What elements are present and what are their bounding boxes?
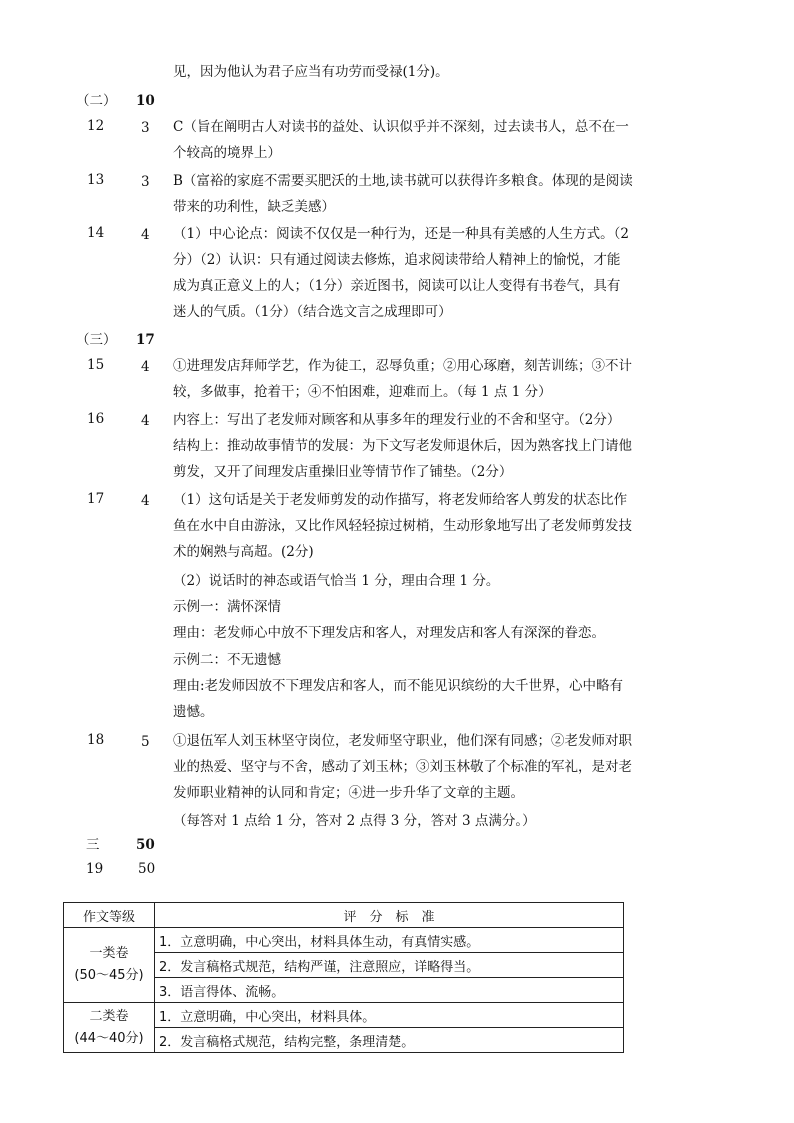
q17-example1: 示例一：满怀深情 [173,599,281,615]
q18-score: 5 [141,734,150,750]
q17-example2: 示例二：不无遗憾 [173,652,281,668]
q17-score: 4 [141,493,150,509]
q15-answer: ①进理发店拜师学艺，作为徒工，忍辱负重；②用心琢磨，刻苦训练；③不计较，多做事，抢着干；④不怕困难，迎难而上。（每 1 点 1 分） [173,358,632,400]
grading-standard-table [63,902,624,1053]
q14-score: 4 [141,227,150,243]
q17-answer-part2: （2）说话时的神态或语气恰当 1 分，理由合理 1 分。 [173,573,500,589]
q13-answer: B（富裕的家庭不需要买肥沃的土地,读书就可以获得许多粮食。体现的是阅读带来的功利性，缺乏美感） [173,173,633,215]
q17-reason2: 理由:老发师因放不下理发店和客人，而不能见识缤纷的大千世界，心中略有遗憾。 [173,678,624,720]
q12-number: 12 [87,118,105,134]
class1-score-range: (50～45分) [74,968,144,983]
section2-score: 10 [136,93,155,109]
section-three-score: 50 [136,837,155,853]
q15-number: 15 [87,357,105,373]
q18-number: 18 [87,732,105,748]
q18-answer: ①退伍军人刘玉林坚守岗位，老发师坚守职业，他们深有同感；②老发师对职业的热爱、坚守与不舍，感动了刘玉林；③刘玉林敬了个标准的军礼，是对老发师职业精神的认同和肯定；④进一步升华了文章的主题。 [173,733,632,801]
header-essay-level: 作文等级 [64,903,155,928]
class2-criterion: 1．立意明确，中心突出，材料具体。 [155,1003,624,1028]
q13-number: 13 [87,172,105,188]
q16-number: 16 [87,411,105,427]
q12-score: 3 [141,120,150,136]
class1-criterion: 1．立意明确，中心突出，材料具体生动，有真情实感。 [155,928,624,953]
q16-score: 4 [141,413,150,429]
class1-criterion: 3．语言得体、流畅。 [155,978,624,1003]
section3-score: 17 [136,332,155,348]
section3-label: （三） [76,332,117,348]
item11-continuation: 见，因为他认为君子应当有功劳而受禄(1分)。 [173,64,449,80]
q17-answer-part1: （1）这句话是关于老发师剪发的动作描写，将老发师给客人剪发的状态比作鱼在水中自由游泳，又比作风轻轻掠过树梢，生动形象地写出了老发师剪发技术的娴熟与高超。(2分) [173,492,632,560]
class2-name: 二类卷 [89,1008,129,1024]
q19-score: 50 [138,861,156,877]
q17-reason1: 理由：老发师心中放不下理发店和客人，对理发店和客人有深深的眷恋。 [173,625,605,641]
header-scoring-criteria: 评 分 标 准 [155,903,624,928]
q16-answer: 内容上：写出了老发师对顾客和从事多年的理发行业的不舍和坚守。（2分）结构上：推动故事情节的发展：为下文写老发师退休后，因为熟客找上门请他剪发，又开了间理发店重操旧业等情节作了铺垫。（2分） [173,412,632,480]
table-row [64,928,624,953]
q13-score: 3 [141,174,150,190]
q14-answer: （1）中心论点：阅读不仅仅是一种行为，还是一种具有美感的人生方式。（2分）（2）认识：只有通过阅读去修炼，追求阅读带给人精神上的愉悦，才能成为真正意义上的人；（1分）亲近图书，阅读可以让人变得有书卷气，具有迷人的气质。（1分）（结合选文言之成理即可） [173,226,629,320]
q12-answer: C（旨在阐明古人对读书的益处、认识似乎并不深刻，过去读书人，总不在一个较高的境界上） [173,119,629,161]
class2-criterion: 2．发言稿格式规范，结构完整，条理清楚。 [155,1028,624,1053]
q17-number: 17 [87,491,105,507]
grade-level-class2 [64,1003,155,1053]
grade-level-class1 [64,928,155,1003]
q19-number: 19 [86,861,104,877]
table-header-row [64,903,624,928]
q15-score: 4 [141,359,150,375]
class2-score-range: (44～40分) [74,1030,144,1046]
q14-number: 14 [87,225,105,241]
class1-name: 一类卷 [89,946,129,961]
q18-scoring-note: （每答对 1 点给 1 分，答对 2 点得 3 分，答对 3 点满分。） [173,813,536,829]
class1-criterion: 2．发言稿格式规范，结构严谨，注意照应，详略得当。 [155,953,624,978]
table-row [64,1003,624,1028]
section2-label: （二） [76,93,117,109]
section-three-label: 三 [86,837,100,853]
